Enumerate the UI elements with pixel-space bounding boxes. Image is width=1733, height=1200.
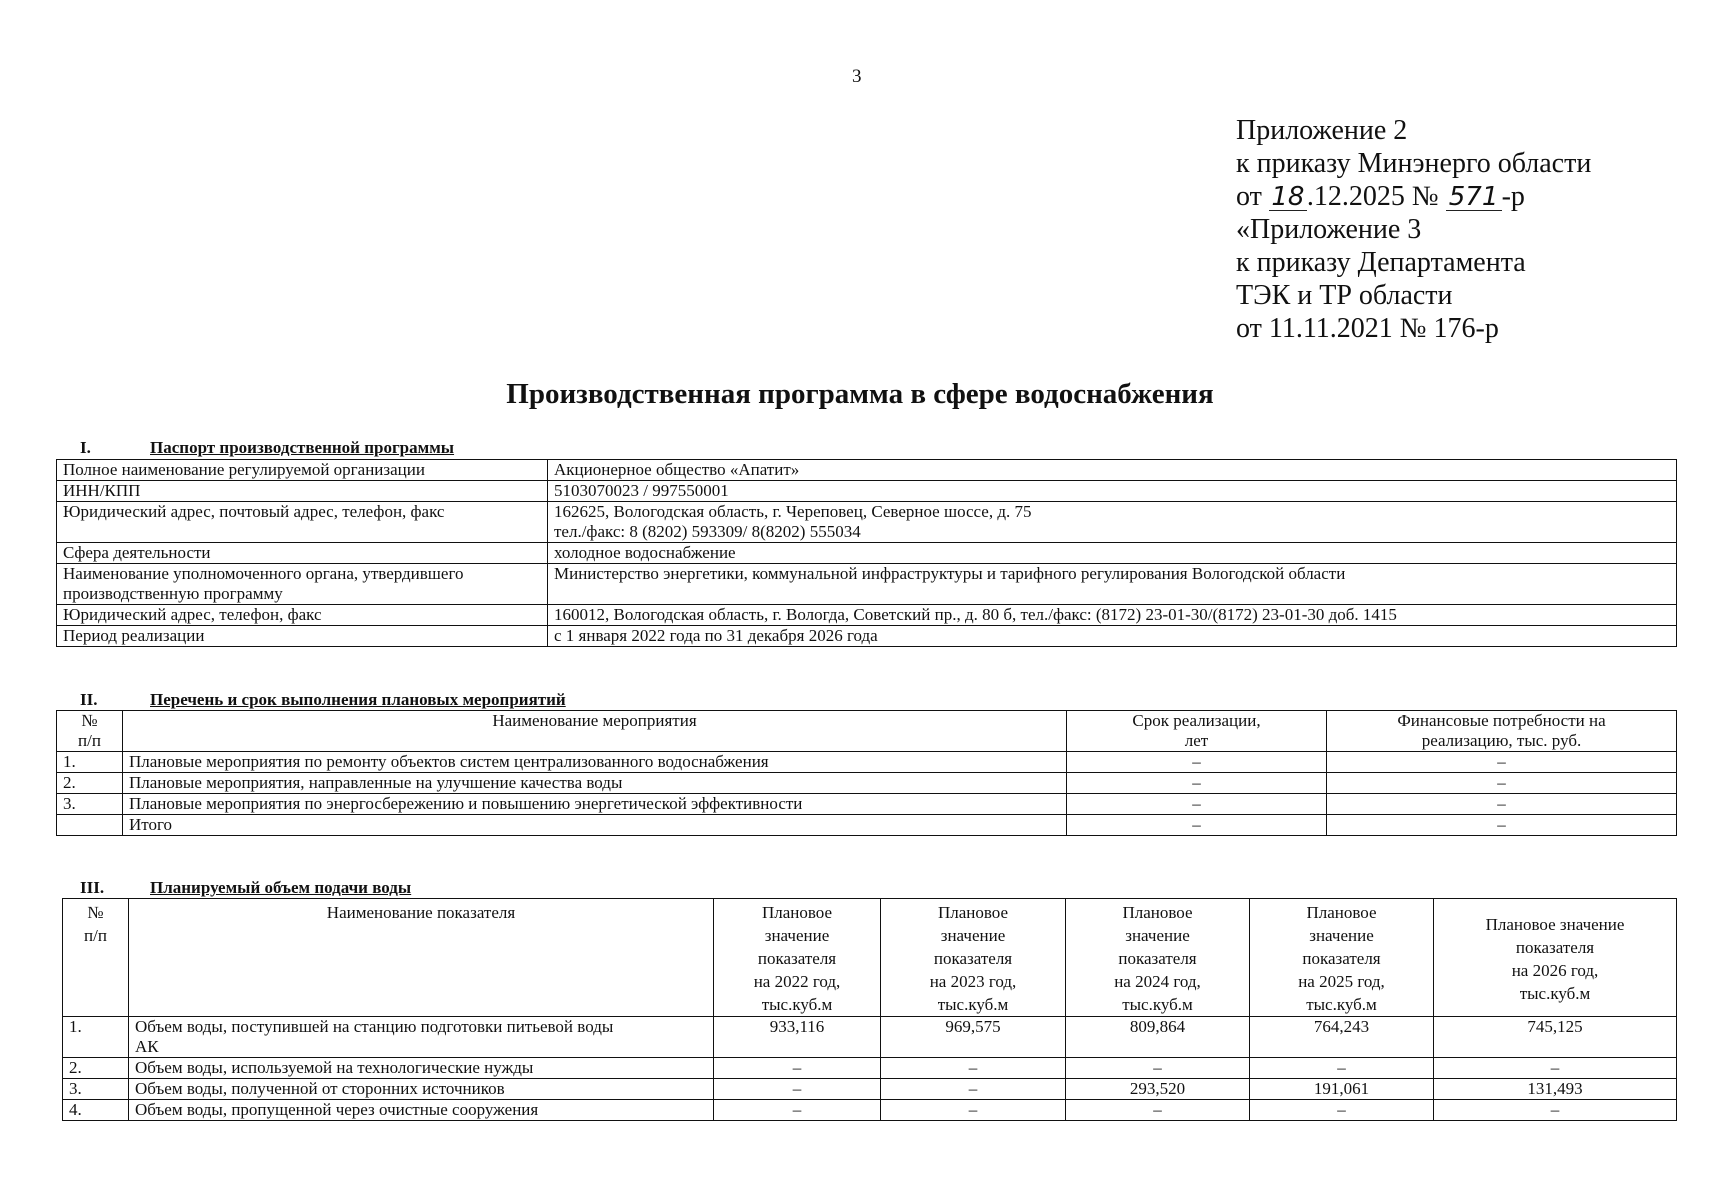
appendix-prefix: от: [1236, 181, 1262, 212]
row-value: 191,061: [1250, 1079, 1434, 1100]
header-row: [63, 899, 1677, 1017]
header-text: тыс.куб.м: [1122, 995, 1193, 1014]
header-text: значение: [1309, 926, 1374, 945]
row-value: –: [1066, 1100, 1250, 1121]
row-term: –: [1067, 773, 1327, 794]
row-num: 1.: [57, 752, 123, 773]
row-num: 1.: [63, 1017, 129, 1058]
row-value: –: [714, 1079, 881, 1100]
name-line: Объем воды, поступившей на станцию подготовки питьевой воды: [135, 1017, 614, 1036]
row-finance: –: [1327, 773, 1677, 794]
row-value: 5103070023 / 997550001: [548, 481, 1677, 502]
appendix-line: ТЭК и ТР области: [1236, 280, 1453, 311]
header-num: [57, 711, 123, 752]
row-label: [57, 564, 548, 605]
section-1-heading: [80, 438, 454, 458]
row-finance: –: [1327, 794, 1677, 815]
row-name: Объем воды, полученной от сторонних источников: [129, 1079, 714, 1100]
header-year: [881, 899, 1066, 1017]
header-text: п/п: [78, 731, 101, 750]
row-num: [57, 815, 123, 836]
water-volume-table: [62, 898, 1677, 1121]
appendix-line: от 11.11.2021 № 176-р: [1236, 313, 1499, 344]
header-text: на 2022 год,: [753, 972, 841, 991]
row-name: Плановые мероприятия, направленные на улучшение качества воды: [123, 773, 1067, 794]
row-value: Министерство энергетики, коммунальной инфраструктуры и тарифного регулирования Вологодской области: [548, 564, 1677, 605]
row-name: Объем воды, пропущенной через очистные сооружения: [129, 1100, 714, 1121]
header-text: Срок реализации,: [1132, 711, 1261, 730]
header-text: реализацию, тыс. руб.: [1421, 731, 1582, 750]
row-name: Плановые мероприятия по ремонту объектов систем централизованного водоснабжения: [123, 752, 1067, 773]
page-number: 3: [852, 66, 862, 87]
value-line: тел./факс: 8 (8202) 593309/ 8(8202) 555034: [554, 522, 861, 541]
header-num: [63, 899, 129, 1017]
row-value: 809,864: [1066, 1017, 1250, 1058]
appendix-date-line: [1236, 180, 1591, 213]
row-term: –: [1067, 794, 1327, 815]
label-line: производственную программу: [63, 584, 283, 603]
header-text: показателя: [1515, 937, 1595, 957]
header-text: на 2025 год,: [1298, 972, 1385, 991]
header-name: Наименование мероприятия: [123, 711, 1067, 752]
table-row: [63, 1100, 1677, 1121]
table-row: [57, 605, 1677, 626]
header-text: Плановое: [937, 903, 1009, 922]
header-text: показателя: [757, 949, 837, 968]
header-text: показателя: [933, 949, 1013, 968]
row-value: 933,116: [714, 1017, 881, 1058]
row-num: 4.: [63, 1100, 129, 1121]
appendix-suffix: -р: [1501, 181, 1525, 212]
header-text: показателя: [1302, 949, 1381, 968]
passport-table: [56, 459, 1677, 647]
section-3-heading: [80, 878, 411, 898]
header-text: на 2026 год,: [1511, 960, 1599, 980]
row-value: –: [714, 1058, 881, 1079]
appendix-block: [1236, 114, 1591, 345]
row-value: 745,125: [1434, 1017, 1677, 1058]
header-year-last: [1434, 899, 1677, 1017]
name-line: АК: [135, 1037, 159, 1056]
appendix-line: к приказу Минэнерго области: [1236, 148, 1592, 179]
header-text: п/п: [84, 926, 107, 945]
row-name: Объем воды, используемой на технологические нужды: [129, 1058, 714, 1079]
table-row: [57, 564, 1677, 605]
row-term: –: [1067, 815, 1327, 836]
row-name: Плановые мероприятия по энергосбережению и повышению энергетической эффективности: [123, 794, 1067, 815]
row-value: –: [1250, 1058, 1434, 1079]
row-value: –: [1434, 1058, 1677, 1079]
header-text: Плановое: [761, 903, 833, 922]
section-number: II.: [80, 690, 98, 709]
header-text: значение: [1125, 926, 1190, 945]
header-text: Плановое: [1306, 903, 1377, 922]
table-row: [63, 1058, 1677, 1079]
row-num: 3.: [63, 1079, 129, 1100]
row-value: 969,575: [881, 1017, 1066, 1058]
header-name: Наименование показателя: [129, 899, 714, 1017]
table-row: [63, 1079, 1677, 1100]
row-name: Итого: [123, 815, 1067, 836]
table-row: [57, 752, 1677, 773]
header-text: значение: [940, 926, 1006, 945]
header-text: тыс.куб.м: [937, 995, 1009, 1014]
section-2-heading: [80, 690, 566, 710]
header-text: на 2023 год,: [929, 972, 1017, 991]
header-text: №: [87, 903, 104, 922]
table-row: [57, 502, 1677, 543]
row-value: –: [881, 1058, 1066, 1079]
header-term: [1067, 711, 1327, 752]
header-text: тыс.куб.м: [1306, 995, 1377, 1014]
document-title: Производственная программа в сфере водоснабжения: [506, 378, 1214, 410]
row-label: Полное наименование регулируемой организации: [57, 460, 548, 481]
header-row: [57, 711, 1677, 752]
section-title: Паспорт производственной программы: [150, 438, 455, 457]
row-num: 2.: [63, 1058, 129, 1079]
handwritten-day: 18: [1269, 184, 1307, 211]
row-label: Период реализации: [57, 626, 548, 647]
row-value: 131,493: [1434, 1079, 1677, 1100]
row-value: –: [1250, 1100, 1434, 1121]
table-row: [57, 460, 1677, 481]
table-row: [63, 1017, 1677, 1058]
section-title: Планируемый объем подачи воды: [150, 878, 412, 897]
row-label: Юридический адрес, телефон, факс: [57, 605, 548, 626]
header-text: Плановое: [1122, 903, 1193, 922]
header-finance: [1327, 711, 1677, 752]
table-row: [57, 794, 1677, 815]
row-value: –: [881, 1100, 1066, 1121]
table-row: [57, 773, 1677, 794]
header-text: тыс.куб.м: [1519, 983, 1591, 1003]
table-row: [57, 543, 1677, 564]
appendix-line: к приказу Департамента: [1236, 247, 1526, 278]
row-value: 160012, Вологодская область, г. Вологда, Советский пр., д. 80 б, тел./факс: (8172) 23-01-30/(8172) 23-01-30 доб. 1415: [548, 605, 1677, 626]
row-value: [548, 502, 1677, 543]
appendix-line: «Приложение 3: [1236, 214, 1422, 245]
row-value: –: [1434, 1100, 1677, 1121]
row-term: –: [1067, 752, 1327, 773]
row-value: 293,520: [1066, 1079, 1250, 1100]
header-year: [1066, 899, 1250, 1017]
activities-table: [56, 710, 1677, 836]
header-text: №: [81, 711, 98, 730]
row-value: с 1 января 2022 года по 31 декабря 2026 года: [548, 626, 1677, 647]
row-label: Сфера деятельности: [57, 543, 548, 564]
section-title: Перечень и срок выполнения плановых мероприятий: [150, 690, 566, 709]
header-text: значение: [764, 926, 830, 945]
row-value: –: [1066, 1058, 1250, 1079]
header-text: Финансовые потребности на: [1397, 711, 1606, 730]
row-value: –: [714, 1100, 881, 1121]
appendix-mid: .12.2025 №: [1306, 181, 1439, 212]
row-label: Юридический адрес, почтовый адрес, телефон, факс: [57, 502, 548, 543]
header-text: показателя: [1118, 949, 1197, 968]
label-line: Наименование уполномоченного органа, утвердившего: [63, 564, 464, 583]
row-name: [129, 1017, 714, 1058]
section-number: I.: [80, 438, 91, 457]
table-row: [57, 626, 1677, 647]
row-finance: –: [1327, 752, 1677, 773]
value-line: 162625, Вологодская область, г. Череповец, Северное шоссе, д. 75: [554, 502, 1032, 521]
appendix-line: Приложение 2: [1236, 115, 1408, 146]
table-row: [57, 815, 1677, 836]
row-value: –: [881, 1079, 1066, 1100]
header-text: на 2024 год,: [1114, 972, 1201, 991]
header-year: [714, 899, 881, 1017]
row-value: холодное водоснабжение: [548, 543, 1677, 564]
row-num: 3.: [57, 794, 123, 815]
section-number: III.: [80, 878, 105, 897]
row-num: 2.: [57, 773, 123, 794]
row-value: 764,243: [1250, 1017, 1434, 1058]
row-value: Акционерное общество «Апатит»: [548, 460, 1677, 481]
row-finance: –: [1327, 815, 1677, 836]
header-year: [1250, 899, 1434, 1017]
header-text: лет: [1184, 731, 1209, 750]
header-text: тыс.куб.м: [761, 995, 833, 1014]
header-text: Плановое значение: [1485, 914, 1625, 934]
table-row: [57, 481, 1677, 502]
row-label: ИНН/КПП: [57, 481, 548, 502]
handwritten-number: 571: [1446, 184, 1502, 211]
